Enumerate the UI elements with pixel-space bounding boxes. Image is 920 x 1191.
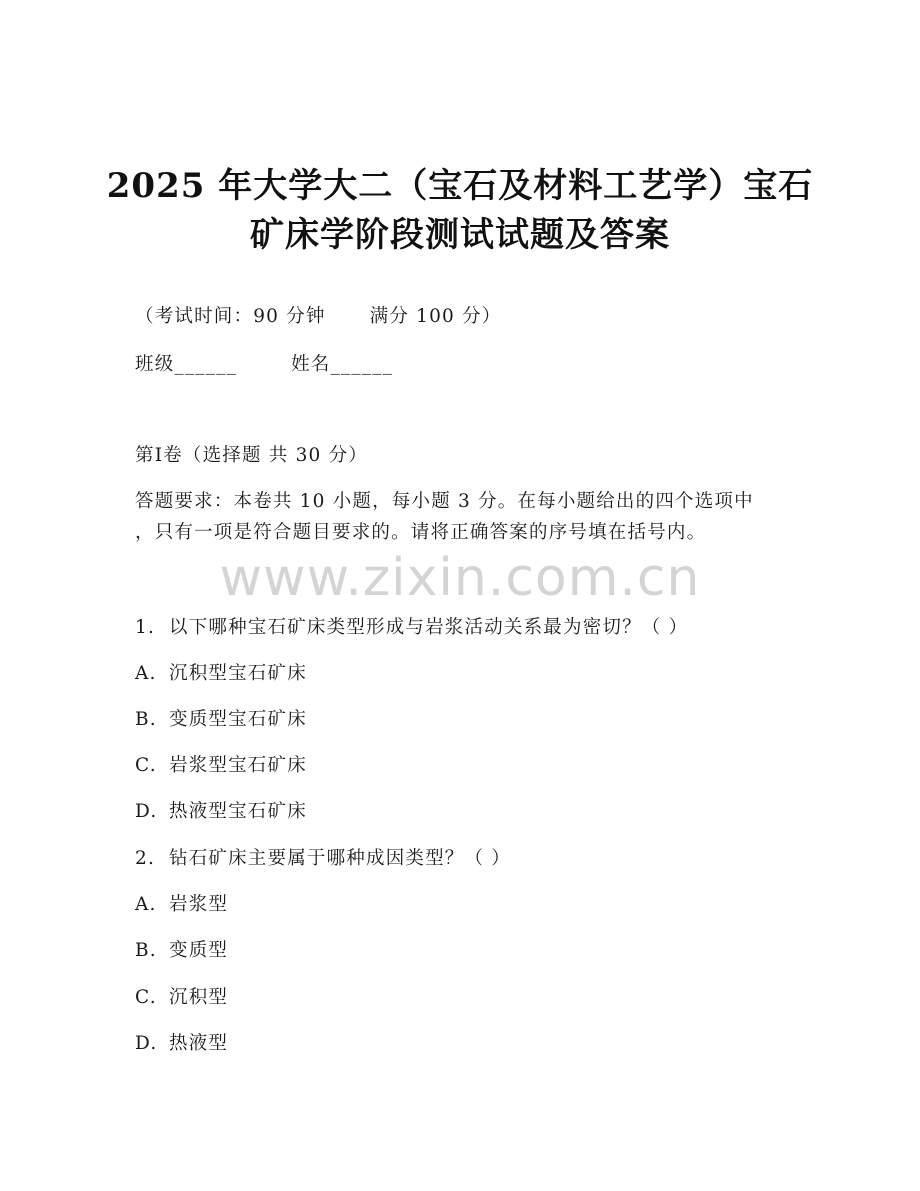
question-2 [135, 844, 511, 870]
option-letter: B. [135, 940, 157, 961]
watermark: www.zixin.com.cn [219, 548, 701, 608]
option-2b [135, 936, 228, 962]
option-2d [135, 1029, 228, 1055]
exam-info [135, 302, 502, 328]
option-letter: D. [135, 1033, 158, 1054]
section-heading: 第Ⅰ卷（选择题 共 30 分） [135, 445, 368, 466]
option-letter: C. [135, 755, 157, 776]
question-number: 2. [135, 848, 156, 869]
question-text: 钻石矿床主要属于哪种成因类型？（ ） [169, 848, 511, 869]
option-letter: D. [135, 801, 158, 822]
option-text: 岩浆型宝石矿床 [169, 755, 307, 776]
option-letter: A. [135, 894, 157, 915]
option-1c [135, 751, 307, 777]
question-text: 以下哪种宝石矿床类型形成与岩浆活动关系最为密切？（ ） [169, 617, 689, 638]
option-text: 岩浆型 [169, 894, 229, 915]
option-2c [135, 983, 228, 1009]
option-text: 沉积型宝石矿床 [169, 663, 307, 684]
option-text: 沉积型 [169, 987, 229, 1008]
instructions-line-2: ，只有一项是符合题目要求的。请将正确答案的序号填在括号内。 [135, 522, 707, 543]
option-text: 热液型 [169, 1033, 229, 1054]
question-number: 1. [135, 617, 156, 638]
instructions-line-1: 答题要求：本卷共 10 小题，每小题 3 分。在每小题给出的四个选项中 [135, 491, 754, 512]
question-1 [135, 613, 688, 639]
option-2a [135, 890, 228, 916]
exam-time: （考试时间：90 分钟 [135, 306, 326, 327]
option-text: 变质型 [169, 940, 229, 961]
option-letter: C. [135, 987, 157, 1008]
option-1b [135, 705, 307, 731]
option-letter: B. [135, 709, 157, 730]
student-fields [135, 350, 393, 376]
exam-score: 满分 100 分） [369, 306, 502, 327]
option-text: 热液型宝石矿床 [169, 801, 307, 822]
document-title-line-2: 矿床学阶段测试试题及答案 [250, 215, 670, 255]
option-letter: A. [135, 663, 157, 684]
name-field-label: 姓名______ [291, 354, 394, 375]
document-title-line-1: 2025 年大学大二（宝石及材料工艺学）宝石 [106, 166, 814, 206]
option-1a [135, 659, 307, 685]
class-field-label: 班级______ [135, 354, 238, 375]
option-1d [135, 797, 307, 823]
option-text: 变质型宝石矿床 [169, 709, 307, 730]
